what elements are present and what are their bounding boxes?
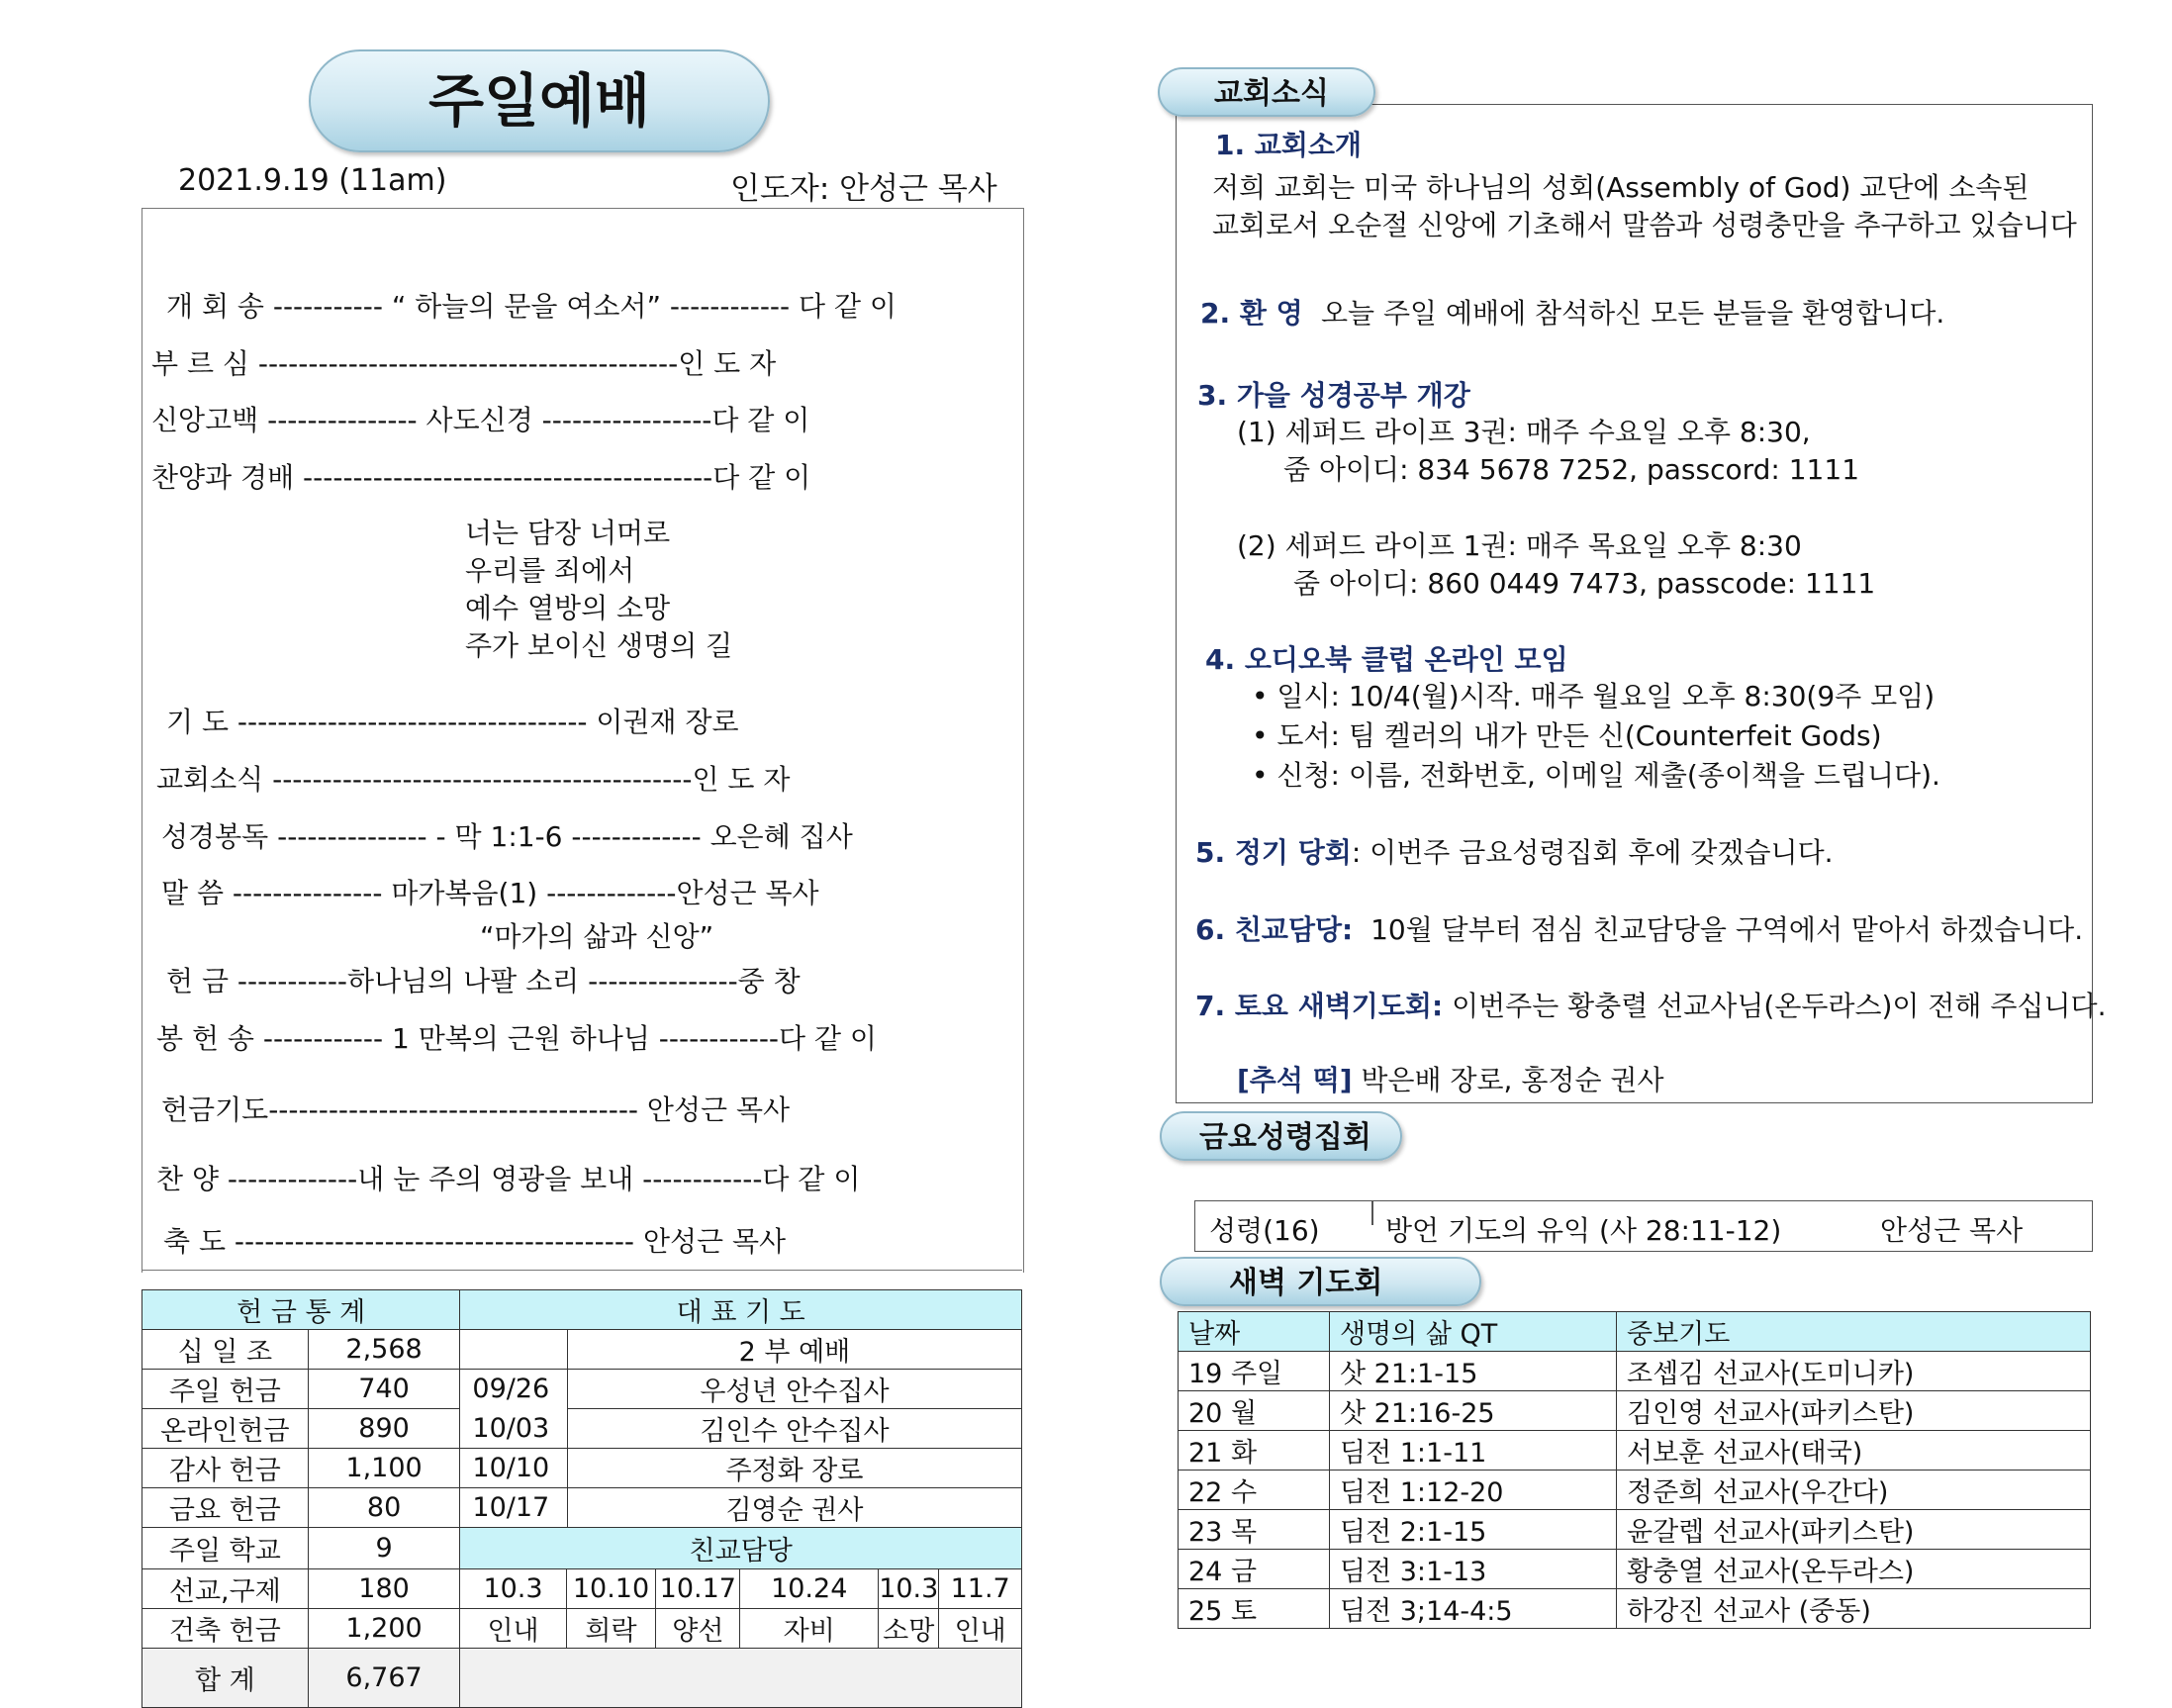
total-value: 6,767: [308, 1649, 460, 1708]
stat-value: 740: [308, 1370, 460, 1409]
news-box: [1176, 104, 2093, 1103]
hymn-item: 우리를 죄에서: [465, 554, 635, 587]
dawn-intercession: 서보훈 선교사(태국): [1617, 1431, 2091, 1471]
stat-value: 1,100: [308, 1449, 460, 1488]
dawn-intercession: 김인영 선교사(파키스탄): [1617, 1391, 2091, 1431]
dawn-intercession: 정준희 선교사(우간다): [1617, 1471, 2091, 1510]
dawn-day: 19 주일: [1179, 1352, 1330, 1391]
prayer-date: 10/17: [460, 1488, 567, 1528]
news-header: 교회소식: [1158, 67, 1375, 117]
dawn-col-header: 생명의 삶 QT: [1330, 1312, 1617, 1352]
order-item-news: 교회소식 ------------------------------------------인 도 자: [156, 763, 791, 796]
fellowship-group: 소망: [879, 1609, 939, 1649]
stat-label: 주일 헌금: [142, 1370, 309, 1409]
order-item-benediction: 축 도 ---------------------------------------- 안성근 목사: [163, 1225, 787, 1258]
fellowship-group: 인내: [460, 1609, 566, 1649]
dawn-day: 25 토: [1179, 1589, 1330, 1629]
fellowship-group: 희락: [566, 1609, 656, 1649]
dawn-intercession: 조셉김 선교사(도미니카): [1617, 1352, 2091, 1391]
stat-label: 건축 헌금: [142, 1609, 309, 1649]
stat-value: 1,200: [308, 1609, 460, 1649]
prayer-date: 09/26: [472, 1374, 550, 1405]
dawn-header: 새벽 기도회: [1160, 1257, 1481, 1306]
dawn-day: 20 월: [1179, 1391, 1330, 1431]
dawn-day: 22 수: [1179, 1471, 1330, 1510]
news-2-title: 2. 환 영: [1200, 297, 1303, 330]
prayer-date: 10/10: [460, 1449, 567, 1488]
prayer-header: 대 표 기 도: [460, 1290, 1022, 1330]
service-date: 2021.9.19 (11am): [178, 163, 447, 198]
stat-label: 선교,구제: [142, 1569, 309, 1609]
fellowship-group: 인내: [939, 1609, 1022, 1649]
news-1-line: 저희 교회는 미국 하나님의 성회(Assembly of God) 교단에 소속된: [1212, 171, 2030, 204]
order-item-scripture: 성경봉독 --------------- - 막 1:1-6 ------------- 오은혜 집사: [161, 820, 853, 853]
prayer-service: 2 부 예배: [567, 1330, 1021, 1370]
order-item-prayer: 기 도 ----------------------------------- 이권재 장로: [166, 706, 739, 738]
dawn-qt: 삿 21:16-25: [1330, 1391, 1617, 1431]
news-1-title: 1. 교회소개: [1215, 129, 1363, 161]
sermon-title: “마가의 삶과 신앙”: [480, 920, 714, 953]
fellowship-date: 10.24: [740, 1569, 879, 1609]
dawn-qt: 딤전 1:12-20: [1330, 1471, 1617, 1510]
news-2-text: 오늘 주일 예배에 참석하신 모든 분들을 환영합니다.: [1321, 297, 1945, 330]
divider: [142, 1270, 1022, 1271]
stat-label: 감사 헌금: [142, 1449, 309, 1488]
fellowship-date: 11.7: [939, 1569, 1022, 1609]
dawn-intercession: 황충열 선교사(온두라스): [1617, 1550, 2091, 1589]
offering-table: [142, 1289, 1022, 1708]
dawn-qt: 딤전 3:1-13: [1330, 1550, 1617, 1589]
prayer-schedule: [460, 1330, 1021, 1527]
stat-label: 십 일 조: [142, 1330, 309, 1370]
prayer-date: 10/03: [472, 1412, 550, 1444]
stat-value: 9: [308, 1528, 460, 1569]
news-3-line: (1) 세퍼드 라이프 3권: 매주 수요일 오후 8:30,: [1237, 416, 1811, 448]
prayer-name: 김인수 안수집사: [567, 1409, 1021, 1449]
news-1-line: 교회로서 오순절 신앙에 기초해서 말씀과 성령충만을 추구하고 있습니다: [1212, 209, 2077, 241]
order-item-opening: 개 회 송 ----------- “ 하늘의 문을 여소서” ------------ 다 같 이: [166, 290, 897, 323]
news-5: 5. 정기 당회: 이번주 금요성령집회 후에 갖겠습니다.: [1195, 836, 1834, 869]
order-item-praise: 찬양과 경배 -----------------------------------------다 같 이: [151, 461, 811, 494]
dawn-col-header: 날짜: [1179, 1312, 1330, 1352]
dawn-day: 24 금: [1179, 1550, 1330, 1589]
fellowship-date: 10.17: [656, 1569, 740, 1609]
news-3-line: 줌 아이디: 834 5678 7252, passcord: 1111: [1283, 453, 1860, 486]
stat-value: 180: [308, 1569, 460, 1609]
fellowship-date: 10.3: [460, 1569, 566, 1609]
order-item-offertory: 봉 헌 송 ------------ 1 만복의 근원 하나님 ------------다 같 이: [156, 1022, 877, 1055]
service-leader: 인도자: 안성근 목사: [730, 171, 997, 207]
page-title: 주일예배: [309, 49, 770, 152]
stat-label: 주일 학교: [142, 1528, 309, 1569]
offering-stats-header: 헌 금 통 계: [142, 1290, 460, 1330]
fellowship-date: 10.3: [879, 1569, 939, 1609]
hymn-list: [465, 515, 732, 665]
friday-divider: [1371, 1200, 1373, 1225]
friday-header: 금요성령집회: [1160, 1111, 1402, 1161]
fellowship-header: 친교담당: [460, 1528, 1022, 1569]
stat-value: 890: [308, 1409, 460, 1449]
news-4-title: 4. 오디오북 클럽 온라인 모임: [1205, 643, 1568, 676]
hymn-item: 주가 보이신 생명의 길: [465, 629, 733, 662]
stat-value: 80: [308, 1488, 460, 1528]
dawn-qt: 삿 21:1-15: [1330, 1352, 1617, 1391]
news-3-line: (2) 세퍼드 라이프 1권: 매주 목요일 오후 8:30: [1237, 529, 1802, 562]
fellowship-group: 양선: [656, 1609, 740, 1649]
news-7: 7. 토요 새벽기도회: 이번주는 황충렬 선교사님(온두라스)이 전해 주십니다.: [1195, 990, 2107, 1022]
empty-cell: [460, 1649, 1022, 1708]
hymn-item: 예수 열방의 소망: [465, 592, 671, 624]
friday-series: 성령(16): [1209, 1214, 1320, 1247]
order-item-offering: 헌 금 -----------하나님의 나팔 소리 ---------------중 창: [166, 965, 801, 997]
fellowship-group: 자비: [740, 1609, 879, 1649]
friday-sermon: 방언 기도의 유익 (사 28:11-12): [1385, 1214, 1782, 1247]
fellowship-date: 10.10: [566, 1569, 656, 1609]
news-4-bullet: • 신청: 이름, 전화번호, 이메일 제출(종이책을 드립니다).: [1252, 759, 1940, 792]
dawn-table: [1178, 1311, 2091, 1629]
dawn-qt: 딤전 3;14-4:5: [1330, 1589, 1617, 1629]
prayer-name: 주정화 장로: [567, 1449, 1021, 1488]
order-item-hymn: 찬 양 -------------내 눈 주의 영광을 보내 ------------다 같 이: [156, 1163, 861, 1195]
order-item-offering-prayer: 헌금기도------------------------------------- 안성근 목사: [161, 1093, 791, 1126]
dawn-intercession: 윤갈렙 선교사(파키스탄): [1617, 1510, 2091, 1550]
stat-value: 2,568: [308, 1330, 460, 1370]
prayer-name: 우성년 안수집사: [567, 1370, 1021, 1409]
dawn-day: 23 목: [1179, 1510, 1330, 1550]
order-item-call: 부 르 심 ------------------------------------------인 도 자: [151, 347, 777, 380]
dawn-qt: 딤전 1:1-11: [1330, 1431, 1617, 1471]
hymn-item: 너는 담장 너머로: [465, 517, 671, 549]
news-4-bullet: • 일시: 10/4(월)시작. 매주 월요일 오후 8:30(9주 모임): [1252, 680, 1936, 712]
prayer-name: 김영순 권사: [567, 1488, 1021, 1528]
dawn-col-header: 중보기도: [1617, 1312, 2091, 1352]
order-item-creed: 신앙고백 --------------- 사도신경 -----------------다 같 이: [151, 404, 810, 436]
news-6: 6. 친교담당: 10월 달부터 점심 친교담당을 구역에서 맡아서 하겠습니다.: [1195, 913, 2084, 946]
news-4-bullet: • 도서: 팀 켈러의 내가 만든 신(Counterfeit Gods): [1252, 719, 1882, 752]
news-8: [추석 떡] 박은배 장로, 홍정순 권사: [1237, 1064, 1664, 1096]
dawn-day: 21 화: [1179, 1431, 1330, 1471]
news-3-line: 줌 아이디: 860 0449 7473, passcode: 1111: [1293, 567, 1876, 600]
total-label: 합 계: [142, 1649, 309, 1708]
dawn-intercession: 하강진 선교사 (중동): [1617, 1589, 2091, 1629]
dawn-qt: 딤전 2:1-15: [1330, 1510, 1617, 1550]
order-item-sermon: 말 씀 --------------- 마가복음(1) -------------안성근 목사: [161, 877, 819, 909]
friday-preacher: 안성근 목사: [1880, 1214, 2024, 1247]
stat-label: 온라인헌금: [142, 1409, 309, 1449]
stat-label: 금요 헌금: [142, 1488, 309, 1528]
news-3-title: 3. 가을 성경공부 개강: [1197, 379, 1470, 412]
